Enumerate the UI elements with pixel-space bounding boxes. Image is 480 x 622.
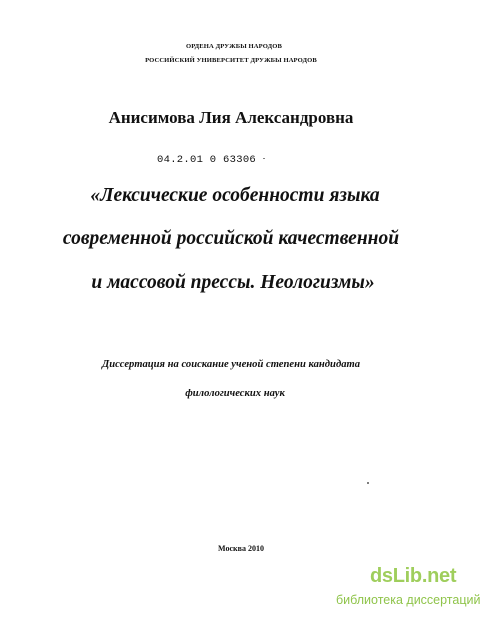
subtitle-line-1: Диссертация на соискание ученой степени кандидата bbox=[101, 359, 361, 370]
author-name: Анисимова Лия Александровна bbox=[108, 108, 354, 127]
organization-line-2: РОССИЙСКИЙ УНИВЕРСИТЕТ ДРУЖБЫ НАРОДОВ bbox=[145, 57, 317, 64]
organization-line-1: ОРДЕНА ДРУЖБЫ НАРОДОВ bbox=[185, 43, 282, 50]
subtitle-line-2: филологических наук bbox=[185, 388, 285, 399]
registration-number: 04.2.01 0 63306 bbox=[157, 154, 257, 166]
watermark bbox=[336, 565, 480, 617]
watermark-caption: библиотека диссертаций bbox=[336, 593, 480, 607]
watermark-logo: dsLib.net bbox=[370, 565, 457, 587]
title-line-3: и массовой прессы. Неологизмы» bbox=[91, 272, 375, 293]
scan-speck bbox=[263, 158, 265, 159]
place-and-year: Москва 2010 bbox=[218, 544, 264, 553]
scan-speck bbox=[367, 482, 369, 484]
title-line-1: «Лексические особенности языка bbox=[90, 185, 380, 206]
title-line-2: современной российской качественной bbox=[62, 228, 400, 249]
